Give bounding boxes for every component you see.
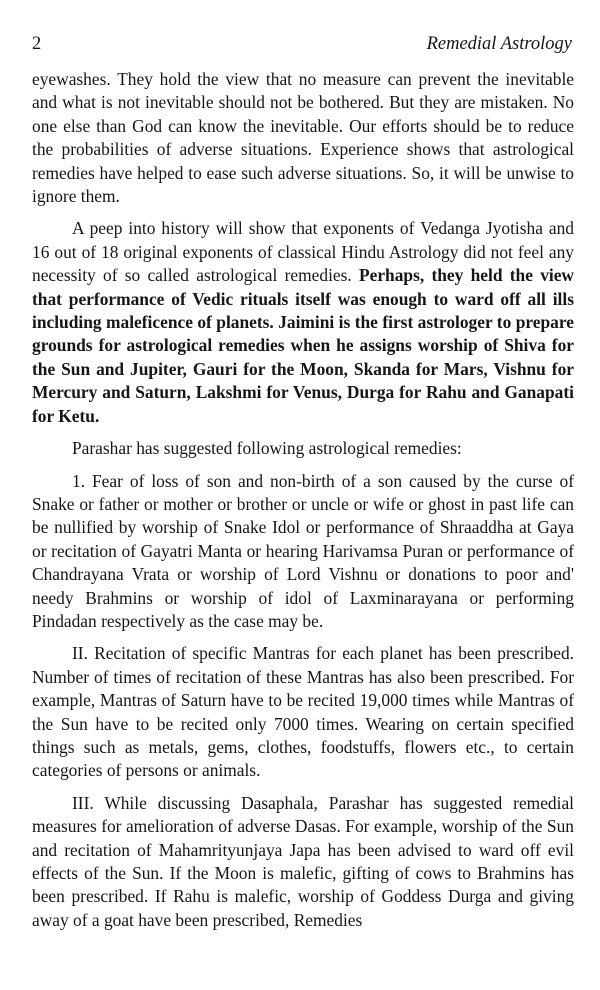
page-header bbox=[32, 34, 572, 58]
paragraph-text: III. While discussing Dasaphala, Parashar has suggested remedial measures for amelioration of adverse Dasas. For example, worship of the Sun and recitation of Mahamrityunjaya Japa has been advised to ward off evil effects of the Sun. If the Moon is malefic, gifting of cows to Brahmins has been prescribed. If Rahu is malefic, worship of Goddess Durga and giving away of a goat have been prescribed, Remedies bbox=[32, 792, 574, 930]
paragraph-history bbox=[32, 217, 574, 428]
paragraph-text: A peep into history will show that exponents of Vedanga Jyotisha and 16 out of 18 original exponents of classical Hindu Astrology did not feel any necessity of so called astrological remedies. bbox=[32, 218, 574, 286]
paragraph-remedy-2 bbox=[32, 642, 574, 782]
paragraph-remedy-3 bbox=[32, 792, 574, 932]
paragraph-text: II. Recitation of specific Mantras for each planet has been prescribed. Number of times of recitation of these Mantras has also been prescribed. For example, Mantras of Saturn have to be recited 19,000 times while Mantras of the Sun have to be recited only 7000 times. Wearing on certain specified things such as metals, gems, clothes, foodstuffs, flowers etc., to certain categories of persons or animals. bbox=[32, 643, 574, 781]
body-text bbox=[32, 68, 574, 941]
paragraph-parashar-intro bbox=[32, 437, 574, 460]
paragraph-remedy-1 bbox=[32, 470, 574, 634]
paragraph-text: Parashar has suggested following astrological remedies: bbox=[72, 438, 462, 459]
running-title: Remedial Astrology bbox=[426, 34, 572, 54]
paragraph-eyewashes bbox=[32, 68, 574, 208]
paragraph-text: eyewashes. They hold the view that no measure can prevent the inevitable and what is not inevitable should not be bothered. But they are mistaken. No one else than God can know the inevitable. Our efforts should be to reduce the probabilities of adverse situations. Experience shows that astrological remedies have helped to ease such adverse situations. So, it will be unwise to ignore them. bbox=[32, 69, 574, 207]
page-number: 2 bbox=[32, 34, 42, 54]
paragraph-bold-text: Perhaps, they held the view that performance of Vedic rituals itself was enough to ward off all ills including maleficence of planets. Jaimini is the first astrologer to prepare grounds for astrological remedies when he assigns worship of Shiva for the Sun and Jupiter, Gauri for the Moon, Skanda for Mars, Vishnu for Mercury and Saturn, Lakshmi for Venus, Durga for Rahu and Ganapati for Ketu. bbox=[32, 265, 574, 426]
paragraph-text: 1. Fear of loss of son and non-birth of a son caused by the curse of Snake or father or mother or brother or uncle or wife or ghost in past life can be nullified by worship of Snake Idol or performance of Shraaddha at Gaya or recitation of Gayatri Manta or hearing Harivamsa Puran or performance of Chandrayana Vrata or worship of Lord Vishnu or donations to poor and' needy Brahmins or worship of idol of Laxminarayana or performing Pindadan respectively as the case may be. bbox=[32, 470, 574, 631]
